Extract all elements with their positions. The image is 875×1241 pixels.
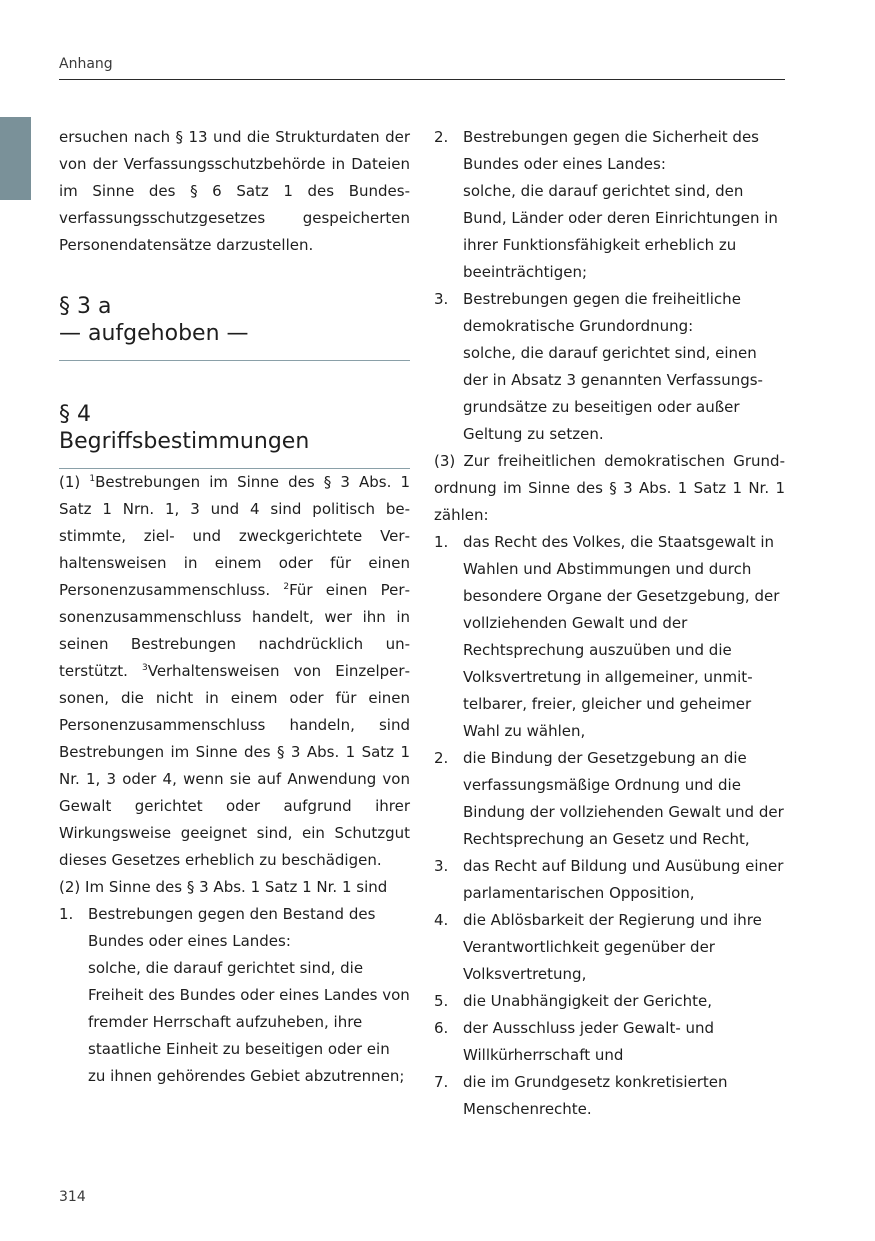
list-item-number: 3. bbox=[434, 290, 449, 308]
list-item bbox=[434, 529, 785, 745]
sentence-1-text: Bestrebungen im Sinne des § 3 Abs. 1 Satz 1 Nrn. 1, 3 und 4 sind politisch bestimmte, ziel- und zweckgerichtete Verhaltensweisen in einem oder für einen Personenzusammenschluss. bbox=[59, 473, 410, 599]
list-item bbox=[434, 745, 785, 853]
intro-paragraph: ersuchen nach § 13 und die Strukturdaten der von der Verfassungsschutzbehörde in Dateien im Sinne des § 6 Satz 1 des Bundesverfassungsschutzgesetzes gespeicherten Personendatensätze darzustellen. bbox=[59, 128, 410, 254]
list-item-heading: Bestrebungen gegen die freiheitliche demokratische Grundordnung: bbox=[463, 290, 741, 335]
section-3a-number: § 3 a bbox=[59, 294, 112, 319]
paragraph-2-list-left bbox=[59, 901, 410, 1090]
list-item-text: die Ablösbarkeit der Regierung und ihre Verantwortlichkeit gegenüber der Volksvertretung, bbox=[463, 911, 762, 983]
list-item-number: 3. bbox=[434, 857, 449, 875]
paragraph-3-intro: (3) Zur freiheitlichen demokratischen Grundordnung im Sinne des § 3 Abs. 1 Satz 1 Nr. 1 zählen: bbox=[434, 452, 785, 524]
section-3a-title: — aufgehoben — bbox=[59, 321, 249, 346]
sentence-2-text: Für einen Personenzusammenschluss handelt, wer ihn in seinen Bestrebungen nachdrücklich unterstützt. bbox=[59, 581, 410, 680]
paragraph-2-list-right bbox=[434, 124, 785, 448]
list-item-definition: solche, die darauf gerichtet sind, die Freiheit des Bundes oder eines Landes von fremder Herrschaft aufzuheben, ihre staatliche Einheit zu beseitigen oder ein zu ihnen gehörendes Gebiet abzutrennen; bbox=[88, 959, 410, 1085]
sentence-2-marker: 2 bbox=[283, 582, 290, 592]
list-item bbox=[59, 901, 410, 1090]
sentence-1-marker: 1 bbox=[89, 474, 96, 484]
list-item-number: 1. bbox=[434, 533, 449, 551]
list-item bbox=[434, 907, 785, 988]
list-item bbox=[434, 124, 785, 286]
paragraph-2-intro: (2) Im Sinne des § 3 Abs. 1 Satz 1 Nr. 1 sind bbox=[59, 878, 388, 896]
section-3a-heading bbox=[59, 293, 410, 361]
list-item-number: 2. bbox=[434, 128, 449, 146]
sentence-3-marker: 3 bbox=[142, 663, 148, 673]
section-4-heading bbox=[59, 401, 410, 469]
list-item-number: 1. bbox=[59, 905, 74, 923]
list-item-number: 2. bbox=[434, 749, 449, 767]
list-item-number: 7. bbox=[434, 1073, 449, 1091]
chapter-side-tab bbox=[0, 117, 31, 200]
list-item-text: die im Grundgesetz konkretisierten Menschenrechte. bbox=[463, 1073, 728, 1118]
list-item-number: 4. bbox=[434, 911, 449, 929]
list-item-text: das Recht auf Bildung und Ausübung einer parlamentarischen Opposition, bbox=[463, 857, 784, 902]
list-item bbox=[434, 988, 785, 1015]
paragraph-1 bbox=[59, 469, 410, 874]
list-item-text: das Recht des Volkes, die Staatsgewalt in Wahlen und Abstimmungen und durch besondere Organe der Gesetzgebung, der vollziehenden Gewalt und der Rechtsprechung auszuüben und die Volksvertretung in allgemeiner, unmittelbarer, freier, gleicher und geheimer Wahl zu wählen, bbox=[463, 533, 780, 740]
list-item bbox=[434, 1069, 785, 1123]
list-item-text: die Bindung der Gesetzgebung an die verfassungsmäßige Ordnung und die Bindung der vollziehenden Gewalt und der Rechtsprechung an Gesetz und Recht, bbox=[463, 749, 784, 848]
list-item-number: 5. bbox=[434, 992, 449, 1010]
section-4-number: § 4 bbox=[59, 402, 91, 427]
list-item-number: 6. bbox=[434, 1019, 449, 1037]
running-header: Anhang bbox=[59, 56, 113, 72]
list-item-definition: solche, die darauf gerichtet sind, einen der in Absatz 3 genannten Verfassungsgrundsätze zu beseitigen oder außer Geltung zu setzen. bbox=[463, 344, 763, 443]
list-item bbox=[434, 1015, 785, 1069]
section-4-title: Begriffsbestimmungen bbox=[59, 429, 310, 454]
header-divider bbox=[59, 79, 785, 80]
paragraph-3-list bbox=[434, 529, 785, 1123]
right-column bbox=[434, 124, 785, 1123]
list-item bbox=[434, 286, 785, 448]
list-item-text: die Unabhängigkeit der Gerichte, bbox=[463, 992, 713, 1010]
list-item-heading: Bestrebungen gegen die Sicherheit des Bundes oder eines Landes: bbox=[463, 128, 759, 173]
page-number: 314 bbox=[59, 1189, 86, 1205]
sentence-3-text: Verhaltensweisen von Einzelpersonen, die nicht in einem oder für einen Personenzusammenschluss handeln, sind Bestrebungen im Sinne des § 3 Abs. 1 Satz 1 Nr. 1, 3 oder 4, wenn sie auf Anwendung von Gewalt gerichtet oder aufgrund ihrer Wirkungsweise geeignet sind, ein Schutzgut dieses Gesetzes erheblich zu beschädigen. bbox=[59, 662, 410, 869]
list-item-heading: Bestrebungen gegen den Bestand des Bundes oder eines Landes: bbox=[88, 905, 376, 950]
list-item bbox=[434, 853, 785, 907]
list-item-definition: solche, die darauf gerichtet sind, den Bund, Länder oder deren Einrichtungen in ihrer Funktionsfähigkeit erheblich zu beeinträchtigen; bbox=[463, 182, 778, 281]
left-column bbox=[59, 124, 410, 1090]
list-item-text: der Ausschluss jeder Gewalt- und Willkürherrschaft und bbox=[463, 1019, 715, 1064]
paragraph-1-prefix: (1) bbox=[59, 473, 90, 491]
